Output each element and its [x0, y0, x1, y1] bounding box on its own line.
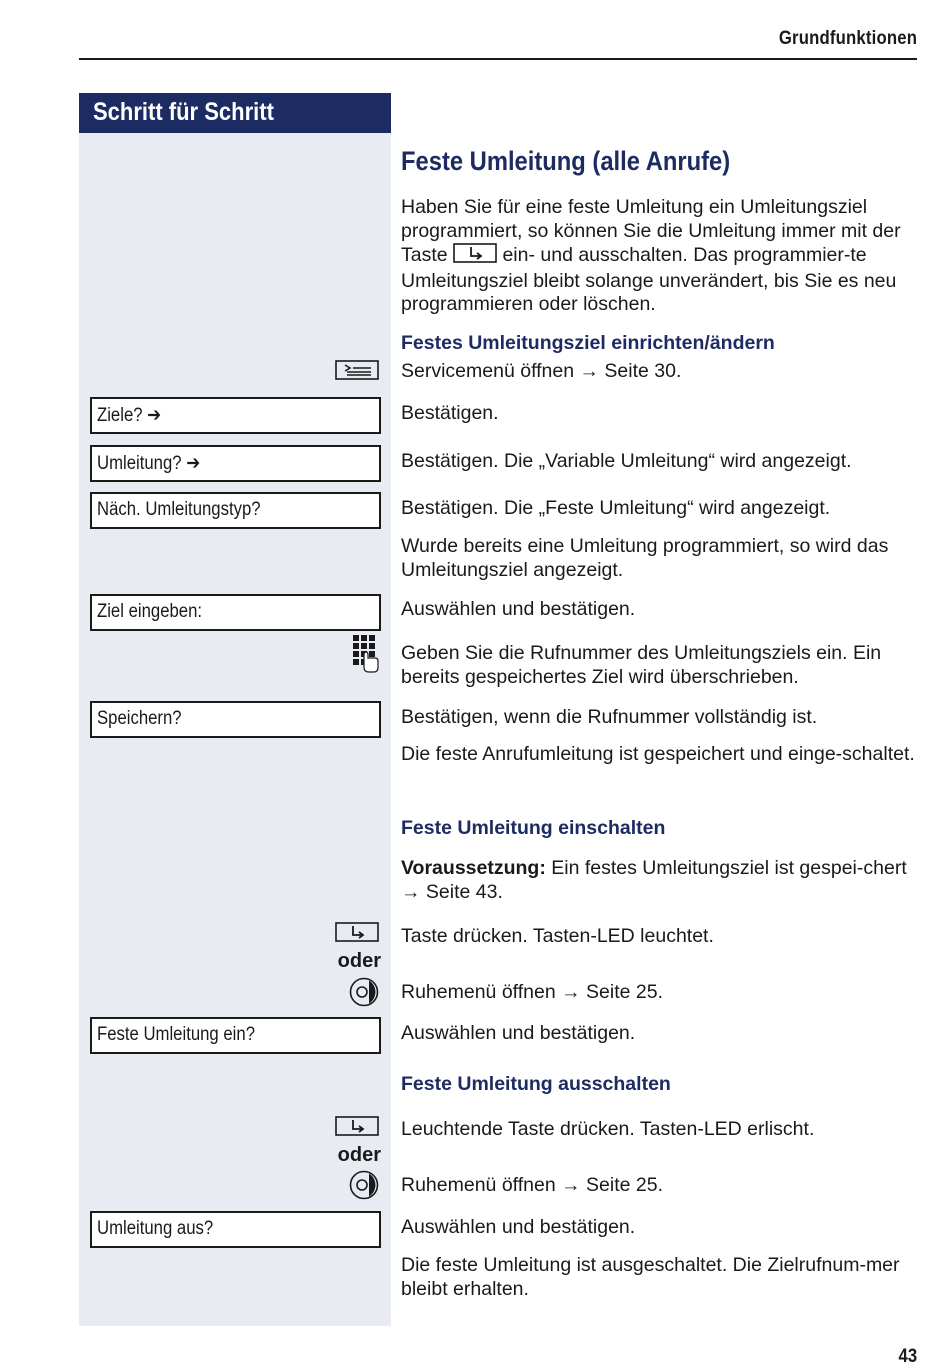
step-confirm-save: Bestätigen, wenn die Rufnummer vollständig ist. — [401, 706, 818, 728]
subsection-title-off: Feste Umleitung ausschalten — [401, 1073, 671, 1095]
step-confirm-typ: Bestätigen. Die „Feste Umleitung“ wird angezeigt. — [401, 497, 831, 519]
note-existing-target: Wurde bereits eine Umleitung programmiert, so wird das Umleitungsziel angezeigt. — [401, 535, 889, 581]
step-enter-number: Geben Sie die Rufnummer des Umleitungsziels ein. Ein bereits gespeichertes Ziel wird überschrieben. — [401, 642, 882, 688]
step-select-off: Auswählen und bestätigen. — [401, 1216, 636, 1238]
forward-key-icon — [335, 1116, 379, 1141]
display-feste-umleitung-ein[interactable] — [90, 1017, 381, 1054]
header-rule — [79, 58, 917, 60]
display-naech-umleitungstyp[interactable] — [90, 492, 381, 529]
note-off: Die feste Umleitung ist ausgeschaltet. Die Zielrufnum-mer bleibt erhalten. — [401, 1254, 900, 1300]
forward-key-icon — [335, 922, 379, 947]
step-open-idle-menu-off: Ruhemenü öffnen → Seite 25. — [401, 1174, 663, 1196]
step-confirm-umleitung: Bestätigen. Die „Variable Umleitung“ wird angezeigt. — [401, 450, 852, 472]
display-ziel-label: Ziel eingeben: — [97, 601, 203, 622]
display-speichern-label: Speichern? — [97, 708, 182, 729]
display-aus-label: Umleitung aus? — [97, 1218, 214, 1239]
display-ziele-label: Ziele? ➔ — [97, 405, 162, 426]
page-number: 43 — [898, 1346, 917, 1367]
display-umleitung[interactable] — [90, 445, 381, 482]
prerequisite — [401, 857, 921, 904]
forward-key-icon — [453, 243, 497, 270]
display-ziel-eingeben[interactable] — [90, 594, 381, 631]
intro-paragraph — [401, 196, 921, 317]
prerequisite-label: Voraussetzung: — [401, 857, 546, 879]
intro-text-2: ein- und ausschalten. Das programmier-te Umleitungsziel bleibt solange unverändert, bis Sie es neu programmieren oder löschen. — [401, 244, 897, 315]
display-umleitung-label: Umleitung? ➔ — [97, 453, 201, 474]
display-ein-label: Feste Umleitung ein? — [97, 1024, 256, 1045]
or-label: oder — [337, 950, 381, 972]
step-press-key-on: Taste drücken. Tasten-LED leuchtet. — [401, 925, 714, 947]
subsection-title-on: Feste Umleitung einschalten — [401, 817, 666, 839]
display-umleitung-aus[interactable] — [90, 1211, 381, 1248]
prerequisite-text: Ein festes Umleitungsziel ist gespei-chert → Seite 43. — [401, 857, 907, 903]
section-title: Feste Umleitung (alle Anrufe) — [401, 146, 731, 176]
sidebar-header — [79, 93, 391, 133]
keypad-icon — [353, 635, 379, 678]
display-ziele[interactable] — [90, 397, 381, 434]
sidebar-title: Schritt für Schritt — [93, 98, 274, 126]
display-naech-label: Näch. Umleitungstyp? — [97, 499, 261, 520]
step-confirm-ziele: Bestätigen. — [401, 402, 499, 424]
or-label: oder — [337, 1144, 381, 1166]
navigator-icon — [349, 1170, 379, 1205]
display-speichern[interactable] — [90, 701, 381, 738]
step-press-key-off: Leuchtende Taste drücken. Tasten-LED erlischt. — [401, 1118, 815, 1140]
service-menu-key-icon — [335, 360, 379, 385]
step-select-ziel: Auswählen und bestätigen. — [401, 598, 636, 620]
step-open-idle-menu-on: Ruhemenü öffnen → Seite 25. — [401, 981, 663, 1003]
running-header: Grundfunktionen — [778, 28, 917, 49]
note-saved: Die feste Anrufumleitung ist gespeichert und einge-schaltet. — [401, 743, 915, 765]
intro-text-1: Haben Sie für eine feste Umleitung ein Umleitungsziel programmiert, so können Sie die Umleitung immer mit der Taste — [401, 196, 901, 266]
navigator-icon — [349, 977, 379, 1012]
step-select-on: Auswählen und bestätigen. — [401, 1022, 636, 1044]
subsection-title-setup: Festes Umleitungsziel einrichten/ändern — [401, 332, 775, 354]
step-open-service-menu: Servicemenü öffnen → Seite 30. — [401, 360, 682, 382]
